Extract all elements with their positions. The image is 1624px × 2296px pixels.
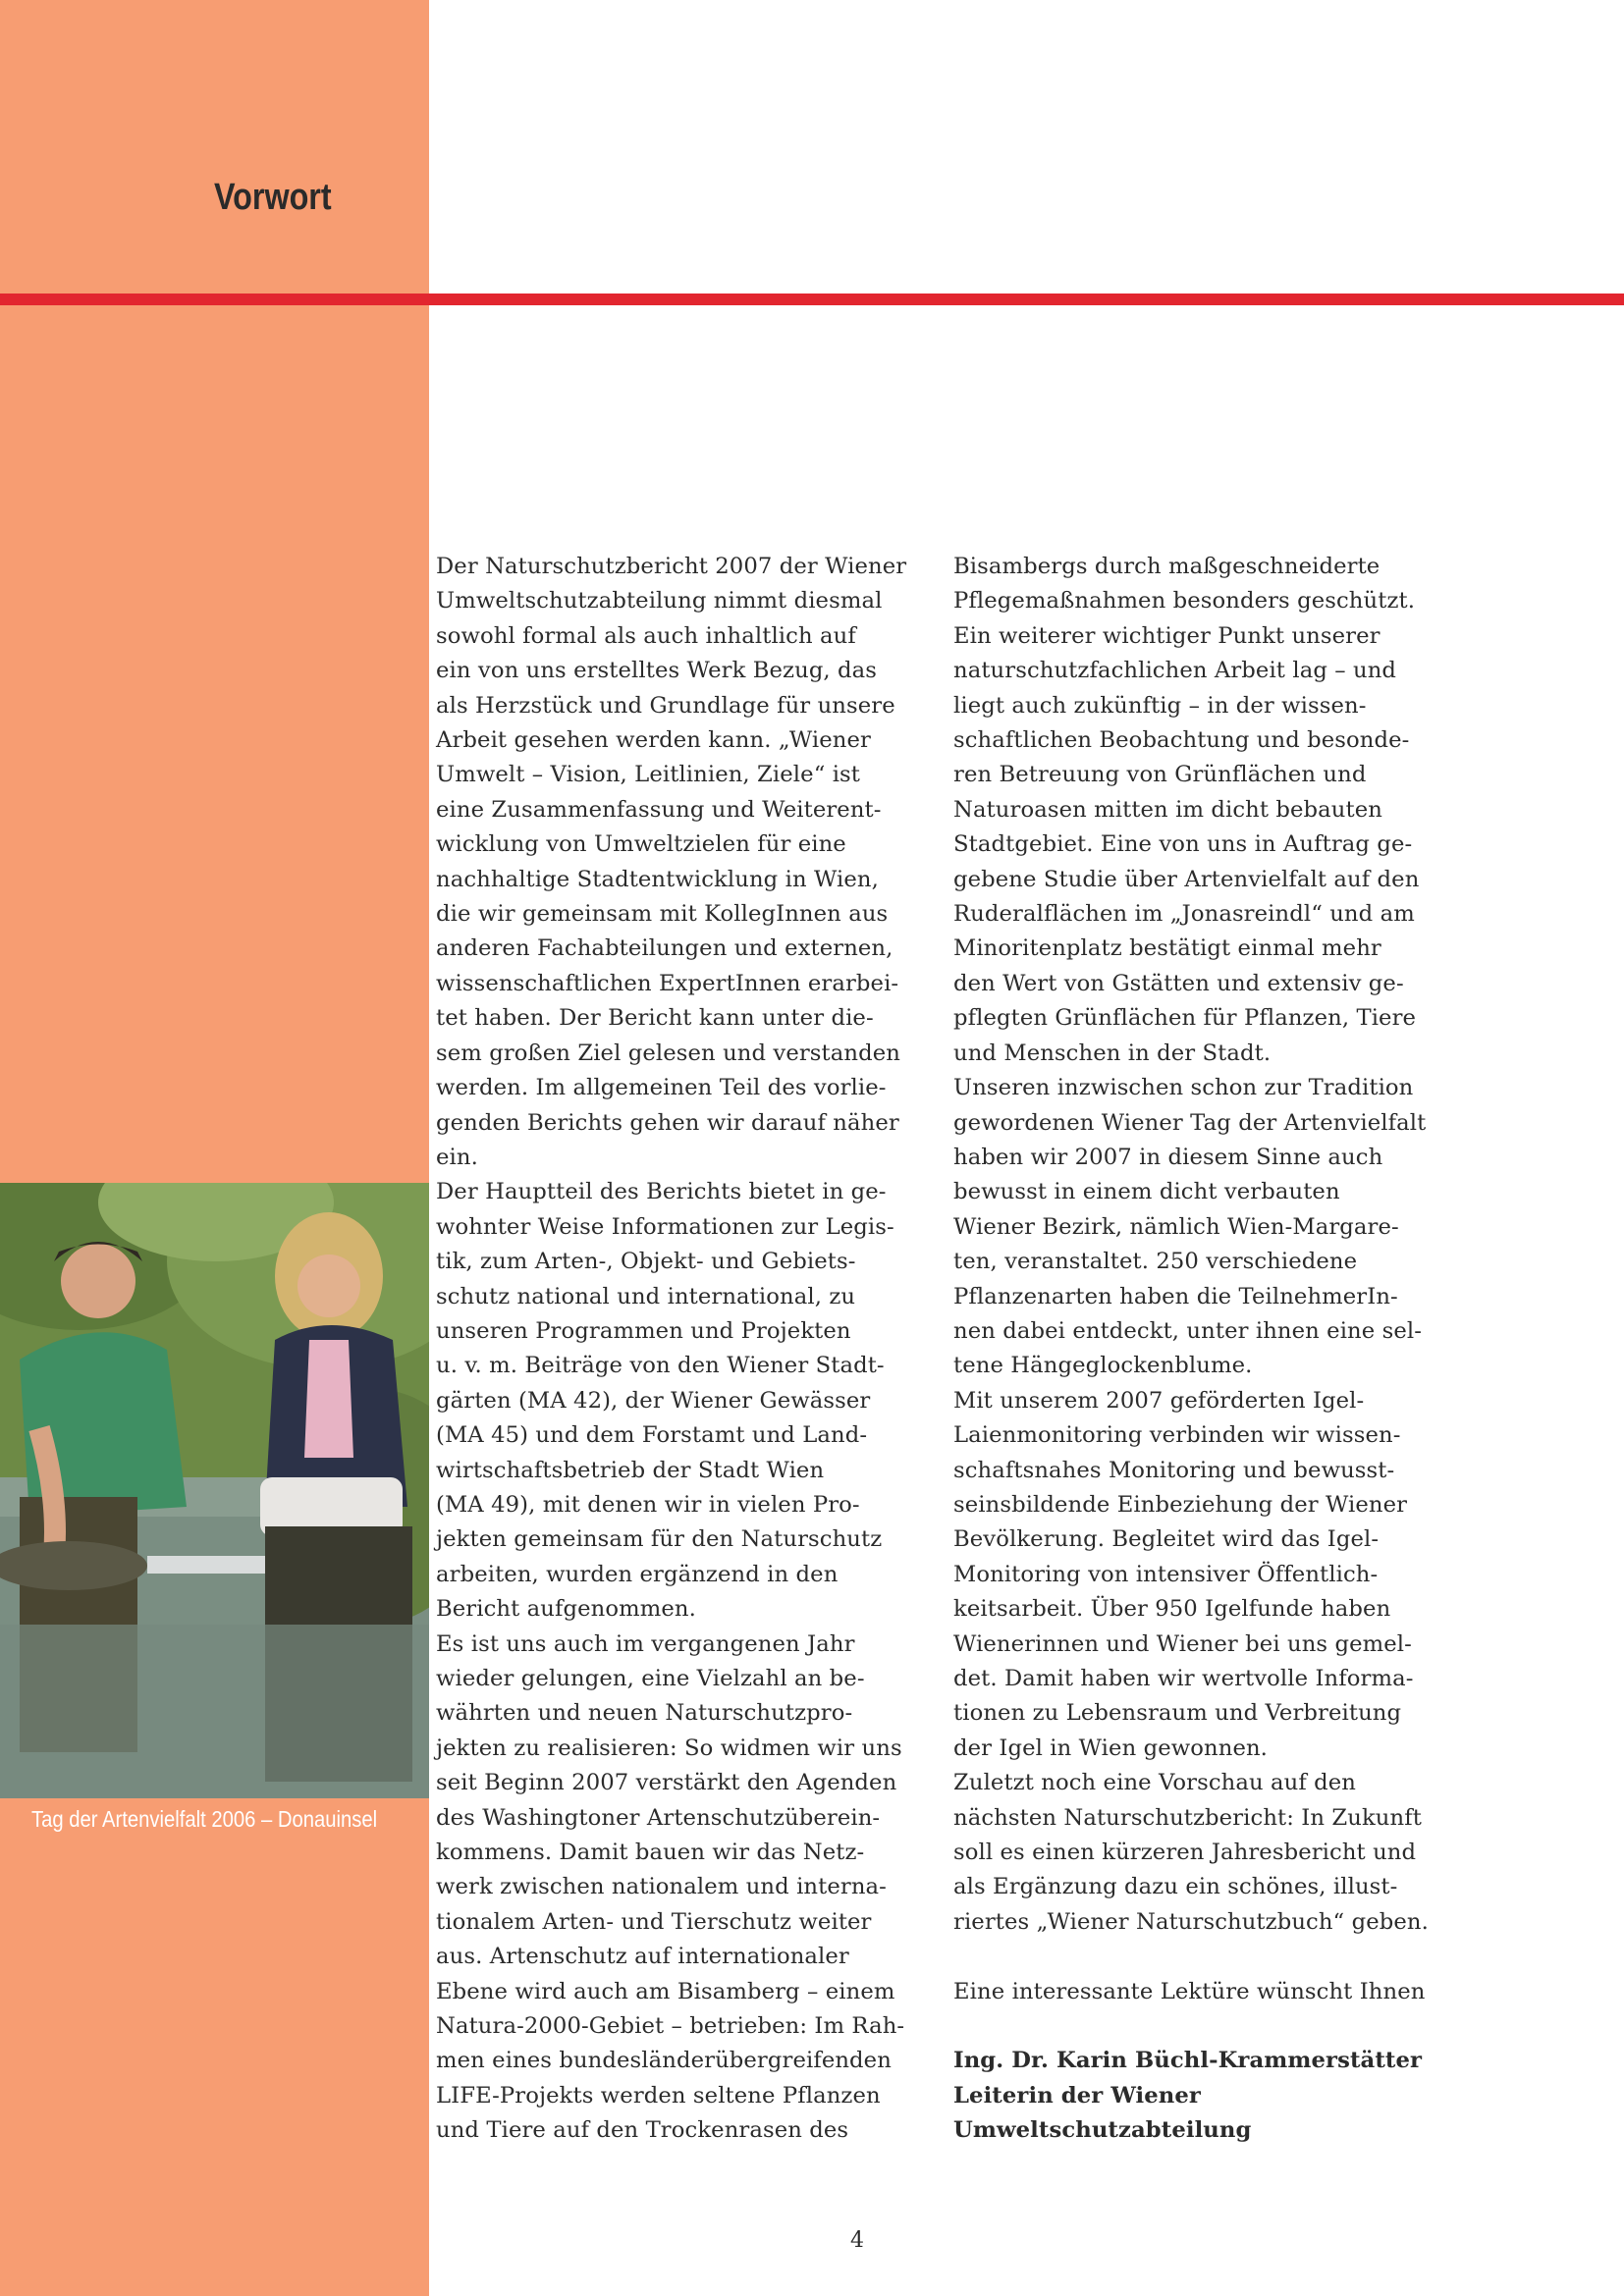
text-column-right [953, 550, 1444, 2149]
paragraph: Unseren inzwischen schon zur Tradition gewordenen Wiener Tag der Artenvielfalt haben wir 2007 in diesem Sinne auch bewusst in einem dicht verbauten Wiener Bezirk, nämlich Wien-Margare- ten, veranstaltet. 250 verschiedene Pflanzenarten haben die TeilnehmerIn- nen dabei entdeckt, unter ihnen eine sel- tene Hängeglockenblume. [953, 1075, 1427, 1379]
text-column-left [436, 550, 927, 2149]
sidebar-band [0, 0, 429, 2296]
page-number: 4 [850, 2228, 864, 2253]
paragraph: Zuletzt noch eine Vorschau auf den nächsten Naturschutzbericht: In Zukunft soll es einen kürzeren Jahresbericht und als Ergänzung dazu ein schönes, illust- riertes „Wiener Naturschutzbuch“ geben. [953, 1770, 1429, 1935]
page-title: Vorwort [214, 177, 332, 218]
photo-illustration [0, 1183, 429, 1798]
photo-caption: Tag der Artenvielfalt 2006 – Donauinsel [31, 1806, 378, 1832]
signature-block: Ing. Dr. Karin Büchl-Krammerstätter Leiterin der Wiener Umweltschutzabteilung [953, 2048, 1423, 2144]
paragraph: Bisambergs durch maßgeschneiderte Pflegemaßnahmen besonders geschützt. Ein weiterer wichtiger Punkt unserer naturschutzfachlichen Arbeit lag – und liegt auch zukünftig – in der wissen- schaftlichen Beobachtung und besonde- ren Betreuung von Grünflächen und Naturoasen mitten im dicht bebauten Stadtgebiet. Eine von uns in Auftrag ge- gebene Studie über Artenvielfalt auf den Ruderalflächen im „Jonasreindl“ und am Minoritenplatz bestätigt einmal mehr den Wert von Gstätten und extensiv ge- pflegten Grünflächen für Pflanzen, Tiere und Menschen in der Stadt. [953, 554, 1420, 1066]
photo-donauinsel [0, 1183, 429, 1798]
header-divider [0, 294, 1624, 305]
paragraph: Der Hauptteil des Berichts bietet in ge- wohnter Weise Informationen zur Legis- tik, zum Arten-, Objekt- und Gebiets- schutz national und international, zu unseren Programmen und Projekten u. v. m. Beiträge von den Wiener Stadt- gärten (MA 42), der Wiener Gewässer (MA 45) und dem Forstamt und Land- wirtschaftsbetrieb der Stadt Wien (MA 49), mit denen wir in vielen Pro- jekten gemeinsam für den Naturschutz arbeiten, wurden ergänzend in den Bericht aufgenommen. [436, 1179, 894, 1623]
paragraph: Der Naturschutzbericht 2007 der Wiener Umweltschutzabteilung nimmt diesmal sowohl formal als auch inhaltlich auf ein von uns erstelltes Werk Bezug, das als Herzstück und Grundlage für unsere Arbeit gesehen werden kann. „Wiener Umwelt – Vision, Leitlinien, Ziele“ ist eine Zusammenfassung und Weiterent- wicklung von Umweltzielen für eine nachhaltige Stadtentwicklung in Wien, die wir gemeinsam mit KollegInnen aus anderen Fachabteilungen und externen, wissenschaftlichen ExpertInnen erarbei- tet haben. Der Bericht kann unter die- sem großen Ziel gelesen und verstanden werden. Im allgemeinen Teil des vorlie- genden Berichts gehen wir darauf näher ein. [436, 554, 907, 1170]
closing-line: Eine interessante Lektüre wünscht Ihnen [953, 1978, 1426, 2004]
paragraph: Mit unserem 2007 geförderten Igel- Laienmonitoring verbinden wir wissen- schaftsnahes Monitoring und bewusst- seinsbildende Einbeziehung der Wiener Bevölkerung. Begleitet wird das Igel- Monitoring von intensiver Öffentlich- keitsarbeit. Über 950 Igelfunde haben Wienerinnen und Wiener bei uns gemel- det. Damit haben wir wertvolle Informa- tionen zu Lebensraum und Verbreitung der Igel in Wien gewonnen. [953, 1387, 1414, 1761]
paragraph: Es ist uns auch im vergangenen Jahr wieder gelungen, eine Vielzahl an be- währten und neuen Naturschutzpro- jekten zu realisieren: So widmen wir uns seit Beginn 2007 verstärkt den Agenden des Washingtoner Artenschutzüberein- kommens. Damit bauen wir das Netz- werk zwischen nationalem und interna- tionalem Arten- und Tierschutz weiter aus. Artenschutz auf internationaler Ebene wird auch am Bisamberg – einem Natura-2000-Gebiet – betrieben: Im Rah- men eines bundesländerübergreifenden LIFE-Projekts werden seltene Pflanzen und Tiere auf den Trockenrasen des [436, 1630, 905, 2144]
